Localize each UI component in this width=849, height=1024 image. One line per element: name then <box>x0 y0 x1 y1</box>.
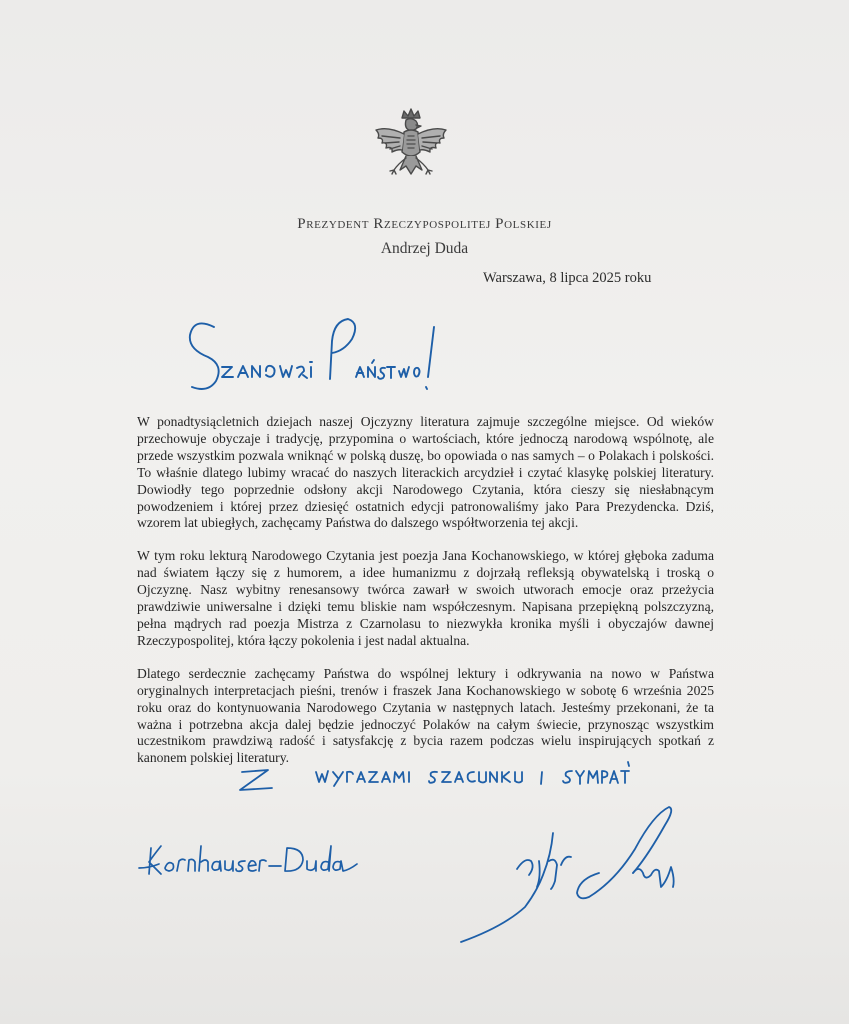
signature-andrzej-duda <box>455 795 695 950</box>
signature-kornhauser-duda <box>135 838 375 883</box>
letter-date: Warszawa, 8 lipca 2025 roku <box>483 270 652 286</box>
handwritten-salutation <box>180 305 440 400</box>
paragraph-2: W tym roku lekturą Narodowego Czytania jest poezja Jana Kochanowskiego, w której głęboka zaduma nad światem łączy się z humorem, a idee humanizmu z dojrzałą refleksją obywatelską i troską o Ojczyznę. Nasz wybitny renesansowy twórca zawarł w swoich utworach emocje oraz przeżycia prawdziwie uniwersalne i dzięki temu bliskie nam współczesnym. Napisana przepiękną polszczyzną, pełna mądrych rad poezja Mistrza z Czarnolasu to niezwykła kronika myśli i obyczajów dawnej Rzeczypospolitej, która łączy pokolenia i jest nadal aktualna. <box>137 548 714 648</box>
polish-eagle-emblem-icon <box>370 108 452 200</box>
letter-body <box>137 414 714 767</box>
paragraph-1: W ponadtysiącletnich dziejach naszej Ojczyzny literatura zajmuje szczególne miejsce. Od wieków przechowuje obyczaje i tradycję, przypomina o wartościach, które jednoczą narodową wspólnotę, ale przede wszystkim pozwala wniknąć w polską duszę, bo opowiada o nas samych – o Polakach i polskości. To właśnie dlatego lubimy wracać do naszych literackich arcydzieł i czytać klasykę polskiej literatury. Dowiodły tego poprzednie odsłony akcji Narodowego Czytania, która cieszy się niesłabnącym powodzeniem i której przez dziesięć ostatnich edycji patronowaliśmy jako Para Prezydencka. Dziś, wzorem lat ubiegłych, zachęcamy Państwa do dalszego współtworzenia tej akcji. <box>137 414 714 531</box>
paragraph-3: Dlatego serdecznie zachęcamy Państwa do wspólnej lektury i odkrywania na nowo w Państwa oryginalnych interpretacjach pieśni, trenów i fraszek Jana Kochanowskiego w sobotę 6 września 2025 roku oraz do kontynuowania Narodowego Czytania w następnych latach. Jesteśmy przekonani, że ta ważna i potrzebna akcja dalej będzie jednoczyć Polaków na całym świecie, przynosząc wszystkim uczestnikom prawdziwą radość i satysfakcję z bycia razem podczas wielu inspirujących spotkań z kanonem polskiej literatury. <box>137 665 714 766</box>
sender-name: Andrzej Duda <box>380 240 469 257</box>
office-title: Prezydent Rzeczypospolitej Polskiej <box>297 216 552 232</box>
